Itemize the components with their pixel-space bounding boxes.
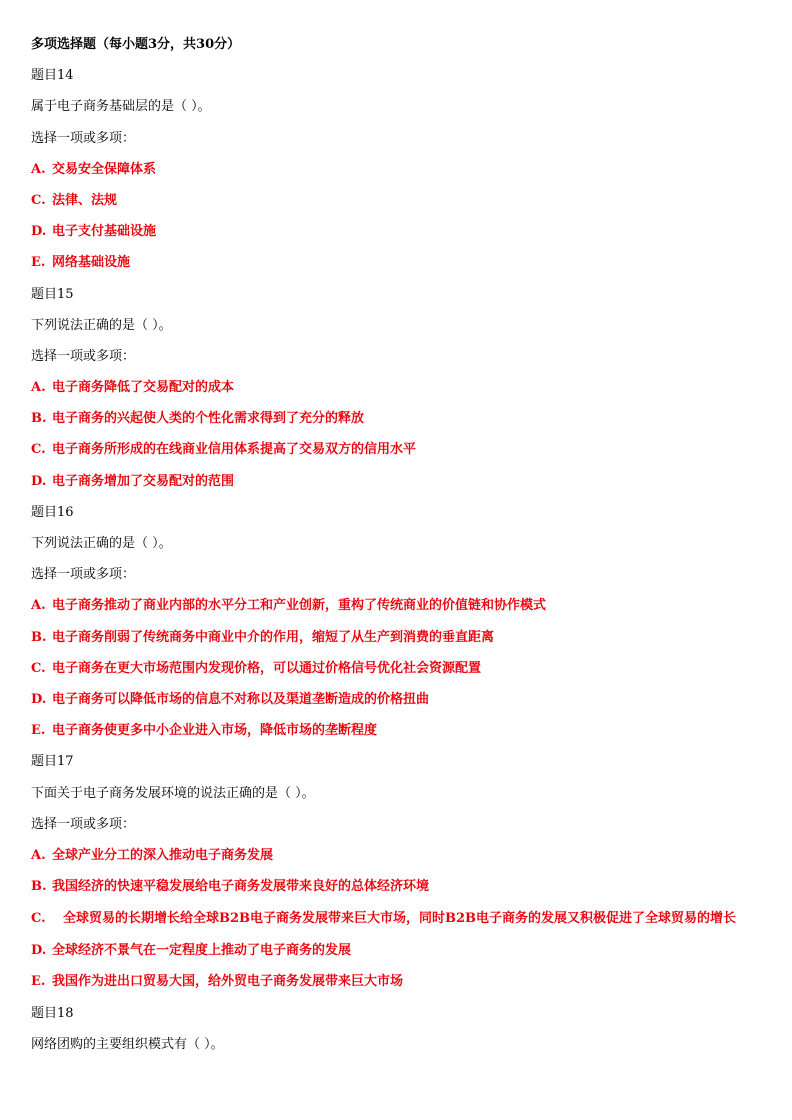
answer-option[interactable] (31, 878, 771, 896)
answer-option[interactable] (31, 379, 771, 397)
answer-option[interactable] (31, 942, 771, 960)
option-text: 电子商务削弱了传统商务中商业中介的作用，缩短了从生产到消费的垂直距离 (52, 629, 495, 645)
option-text: 电子商务推动了商业内部的水平分工和产业创新，重构了传统商业的价值链和协作模式 (52, 598, 547, 614)
answer-option[interactable] (31, 192, 771, 210)
option-text: 全球贸易的长期增长给全球B2B电子商务发展带来巨大市场，同时B2B电子商务的发展又积极促进了全球贸易的增长 (63, 911, 737, 927)
answer-option[interactable] (31, 847, 771, 865)
section-title: 多项选择题（每小题3分，共30分） (31, 37, 241, 52)
select-prompt: 选择一项或多项： (31, 567, 136, 583)
question-number: 题目18 (31, 1005, 74, 1021)
option-letter: D. (31, 943, 47, 959)
option-letter: C. (31, 660, 46, 676)
option-text: 电子商务的兴起使人类的个性化需求得到了充分的释放 (52, 411, 365, 427)
select-prompt: 选择一项或多项： (31, 130, 136, 146)
answer-option[interactable] (31, 161, 771, 179)
option-letter: E. (31, 723, 46, 739)
option-letter: E. (31, 974, 46, 990)
question-stem: 网络团购的主要组织模式有（ ）。 (31, 1036, 224, 1052)
option-letter: C. (31, 192, 46, 208)
option-letter: B. (31, 411, 47, 427)
option-letter: B. (31, 879, 47, 895)
option-text: 法律、法规 (52, 192, 118, 208)
option-letter: D. (31, 691, 47, 707)
select-prompt: 选择一项或多项： (31, 348, 136, 364)
option-letter: C. (31, 442, 46, 458)
question-number: 题目15 (31, 286, 74, 302)
option-text: 电子商务降低了交易配对的成本 (52, 380, 235, 396)
answer-option[interactable] (31, 473, 771, 491)
option-letter: D. (31, 224, 47, 240)
answer-option[interactable] (31, 597, 771, 615)
option-text: 电子商务使更多中小企业进入市场，降低市场的垄断程度 (52, 723, 378, 739)
option-letter: A. (31, 847, 46, 863)
answer-option[interactable] (31, 410, 771, 428)
option-letter: A. (31, 380, 46, 396)
answer-option[interactable] (31, 660, 771, 678)
option-text: 网络基础设施 (52, 255, 131, 271)
answer-option[interactable] (31, 223, 771, 241)
option-letter: D. (31, 473, 47, 489)
answer-option[interactable] (31, 254, 771, 272)
question-number: 题目17 (31, 754, 74, 770)
answer-option[interactable] (31, 722, 771, 740)
option-text: 全球经济不景气在一定程度上推动了电子商务的发展 (52, 943, 352, 959)
option-letter: A. (31, 598, 46, 614)
answer-option[interactable] (31, 441, 771, 459)
option-letter: A. (31, 161, 46, 177)
option-text: 全球产业分工的深入推动电子商务发展 (52, 847, 274, 863)
question-stem: 下列说法正确的是（ ）。 (31, 536, 172, 551)
answer-option[interactable] (31, 629, 771, 647)
question-number: 题目16 (31, 504, 74, 520)
option-text: 电子商务可以降低市场的信息不对称以及渠道垄断造成的价格扭曲 (52, 691, 430, 707)
answer-option[interactable] (31, 903, 771, 934)
question-list (31, 67, 771, 1054)
option-letter: C. (31, 911, 46, 927)
answer-option[interactable] (31, 691, 771, 709)
option-text: 电子商务增加了交易配对的范围 (52, 473, 235, 489)
option-letter: B. (31, 629, 47, 645)
question-stem: 下列说法正确的是（ ）。 (31, 317, 172, 333)
document-body (31, 36, 771, 1067)
option-text: 电子商务所形成的在线商业信用体系提高了交易双方的信用水平 (52, 442, 417, 458)
option-text: 电子支付基础设施 (52, 224, 157, 240)
select-prompt: 选择一项或多项： (31, 816, 136, 832)
option-letter: E. (31, 255, 46, 271)
option-text: 我国作为进出口贸易大国，给外贸电子商务发展带来巨大市场 (52, 974, 404, 990)
option-text: 电子商务在更大市场范围内发现价格，可以通过价格信号优化社会资源配置 (52, 660, 482, 676)
answer-option[interactable] (31, 973, 771, 991)
option-text: 我国经济的快速平稳发展给电子商务发展带来良好的总体经济环境 (52, 879, 430, 895)
option-text: 交易安全保障体系 (52, 161, 157, 177)
question-stem: 属于电子商务基础层的是（ ）。 (31, 99, 211, 115)
question-stem: 下面关于电子商务发展环境的说法正确的是（ ）。 (31, 785, 315, 801)
question-number: 题目14 (31, 68, 74, 84)
